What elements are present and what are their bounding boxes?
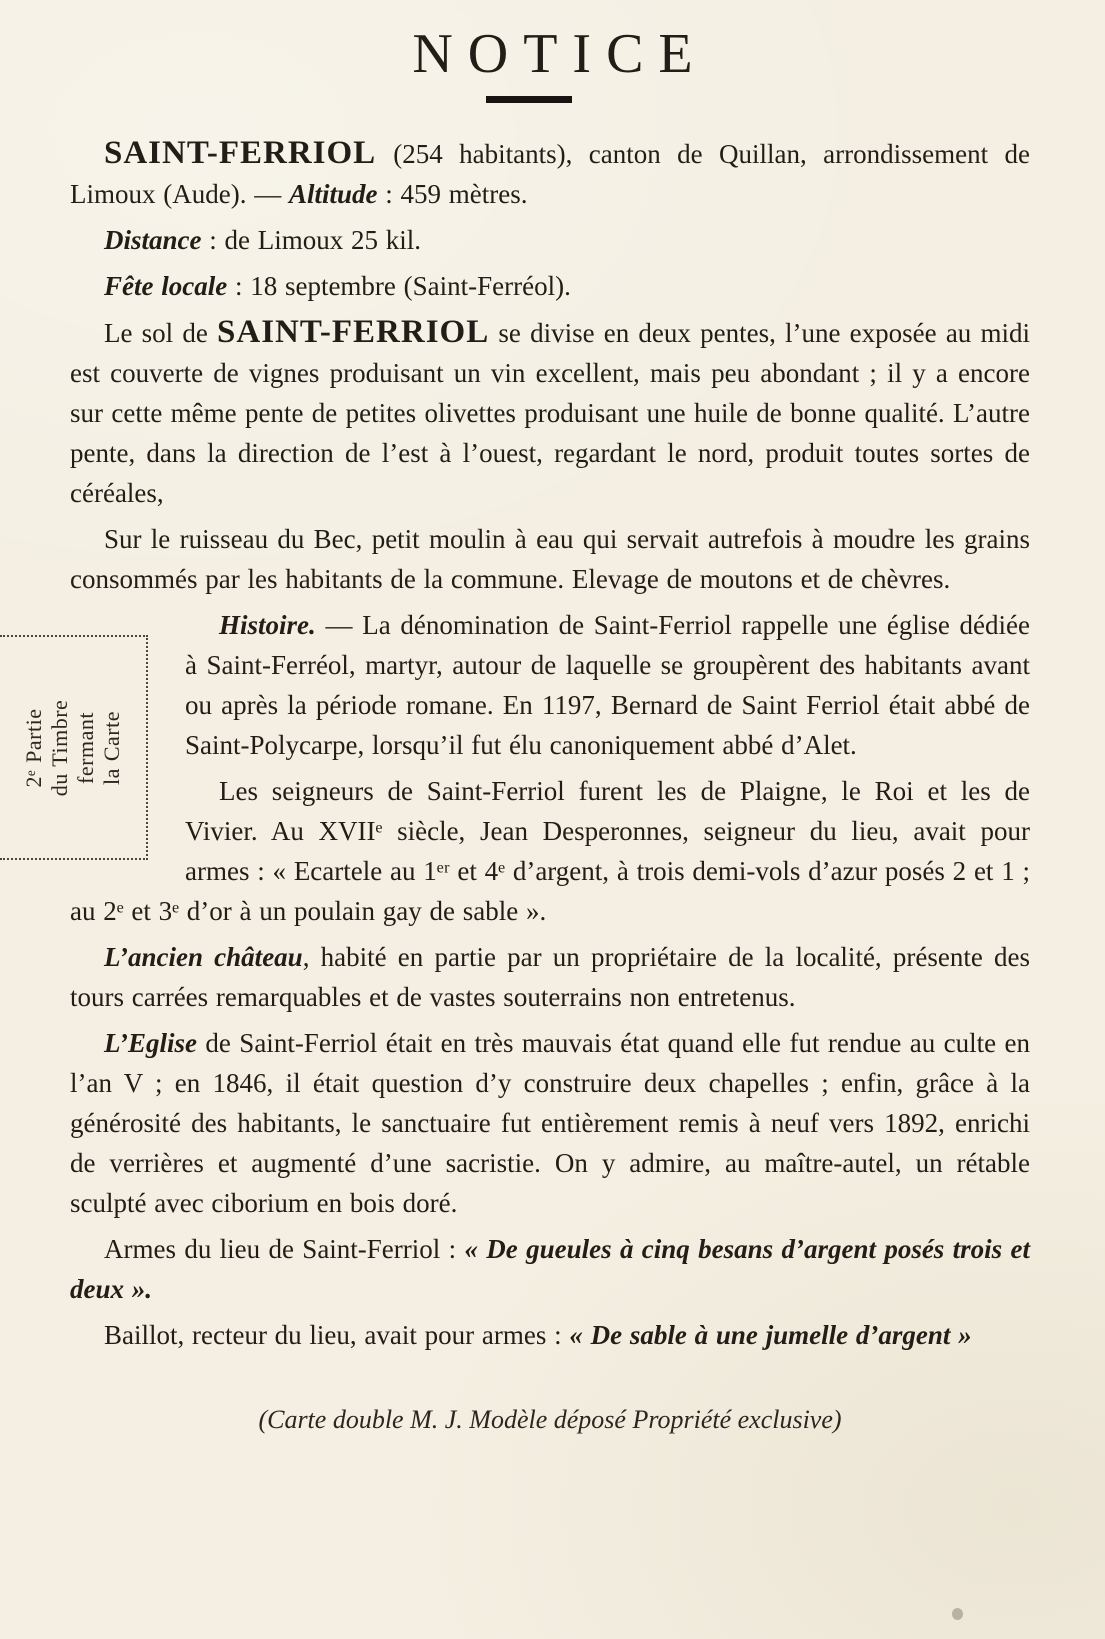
eglise-label: L’Eglise	[104, 1028, 197, 1058]
text-run: Sur le ruisseau du Bec, petit moulin à eau qui servait autrefois à moudre les grains consommés par les habitants de la commune. Elevage de moutons et de chèvres.	[70, 524, 1030, 594]
commune-name: SAINT-FERRIOL	[104, 135, 394, 171]
stamp-rotated-text	[21, 658, 125, 838]
paragraph-ancien-chateau	[70, 937, 1030, 1017]
stamp-line: fermant	[73, 711, 98, 784]
text-run: Armes du lieu de Saint-Ferriol :	[104, 1234, 465, 1264]
paragraph-commune-intro	[70, 133, 1030, 214]
altitude-label: Altitude	[288, 179, 378, 209]
stamp-dotted-border	[0, 635, 148, 860]
paragraph-fete-locale	[70, 266, 1030, 306]
blason-quote: « De sable à une jumelle d’argent »	[569, 1320, 972, 1350]
paper-speck	[952, 1608, 963, 1620]
text-run: Le sol de	[104, 318, 218, 348]
ancien-chateau-label: L’ancien château	[104, 942, 303, 972]
text-run: (254 habitants), canton de Quillan, arrondissement de Limoux (Aude). —	[70, 139, 1030, 209]
paragraph-seigneurs	[70, 771, 1030, 931]
text-run: , habité en partie par un propriétaire de la localité, présente des tours carrées remarquables et de vastes souterrains non entretenus.	[70, 942, 1030, 1012]
commune-name: SAINT-FERRIOL	[217, 314, 490, 350]
paragraph-moulin	[70, 519, 1030, 599]
text-run: se divise en deux pentes, l’une exposée au midi est couverte de vignes produisant un vin excellent, mais peu abondant ; il y a encore sur cette même pente de petites olivettes produisant une huile de bonne qualité. L’autre pente, dans la direction de l’est à l’ouest, regardant le nord, produit toutes sortes de céréales,	[70, 318, 1030, 508]
fete-locale-label: Fête locale	[104, 271, 228, 301]
caption-carte-double: (Carte double M. J. Modèle déposé Propriété exclusive)	[258, 1405, 842, 1434]
paragraph-eglise	[70, 1023, 1030, 1223]
stamp-line: du Timbre	[47, 699, 72, 796]
paragraph-armes-lieu	[70, 1229, 1030, 1309]
text-run: : de Limoux 25 kil.	[201, 225, 421, 255]
stamp-box	[0, 605, 185, 885]
paragraph-histoire	[21, 605, 1030, 796]
paragraph-distance	[70, 220, 1030, 260]
stamp-line: 2ᵉ Partie	[21, 708, 46, 787]
histoire-label: Histoire.	[219, 610, 316, 640]
paragraph-baillot	[70, 1315, 1030, 1355]
stamp-line: la Carte	[99, 710, 124, 785]
text-run: : 18 septembre (Saint-Ferréol).	[227, 271, 571, 301]
blason-quote: « De gueules à cinq besans d’argent posés trois et deux ».	[70, 1234, 1030, 1304]
text-run: Baillot, recteur du lieu, avait pour armes :	[104, 1320, 570, 1350]
page-title: NOTICE	[412, 23, 708, 85]
paragraph-sol	[70, 312, 1030, 513]
text-run: Les seigneurs de Saint-Ferriol furent les de Plaigne, le Roi et les de Vivier. Au XVIIᵉ siècle, Jean Desperonnes, seigneur du lieu, avait pour armes : « Ecartele au 1ᵉʳ et 4ᵉ d’argent, à trois demi-vols d’azur posés 2 et 1 ; au 2ᵉ et 3ᵉ d’or à un poulain gay de sable ».	[70, 776, 1030, 926]
text-run: — La dénomination de Saint-Ferriol rappelle une église dédiée à Saint-Ferréol, martyr, autour de laquelle se groupèrent des habitants avant ou après la période romane. En 1197, Bernard de Saint Ferriol était abbé de Saint-Polycarpe, lorsqu’il fut élu canoniquement abbé d’Alet.	[185, 610, 1030, 760]
text-run: : 459 mètres.	[377, 179, 528, 209]
distance-label: Distance	[104, 225, 202, 255]
text-run: de Saint-Ferriol était en très mauvais état quand elle fut rendue au culte en l’an V ; en 1846, il était question d’y construire deux chapelles ; enfin, grâce à la générosité des habitants, le sanctuaire fut entièrement remis à neuf vers 1892, enrichi de verrières et augmenté d’une sacristie. On y admire, au maître-autel, un rétable sculpté avec ciborium en bois doré.	[70, 1028, 1030, 1218]
title-rule	[486, 96, 572, 103]
